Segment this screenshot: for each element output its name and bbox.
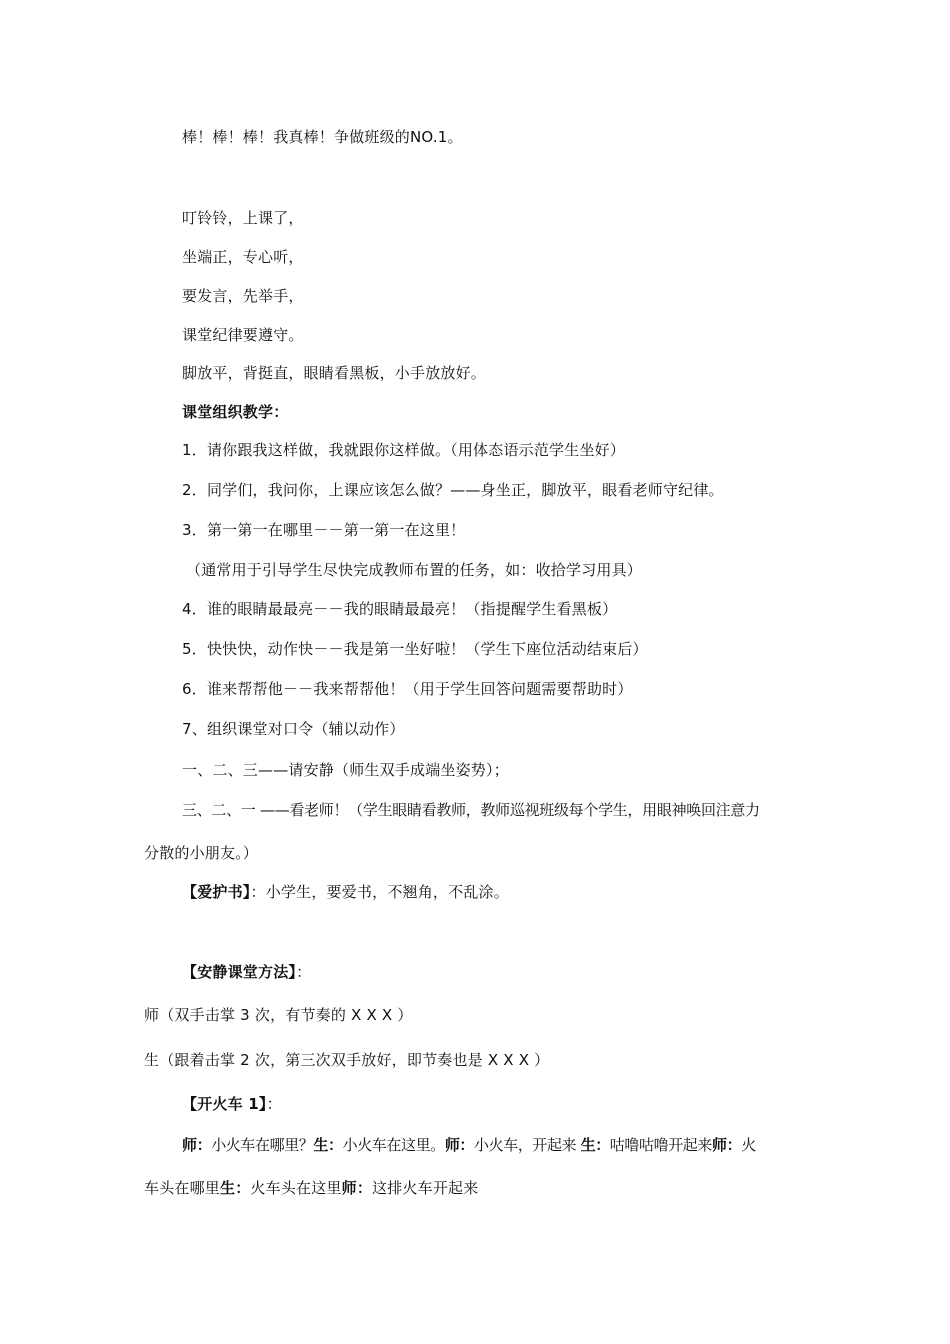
speaker-teacher: 师： — [341, 1179, 373, 1197]
speaker-teacher: 师： — [182, 1136, 212, 1154]
list-item-5: 5．快快快，动作快－－我是第一坐好啦！（学生下座位活动结束后） — [182, 640, 648, 658]
list-item-7: 7、组织课堂对口令（辅以动作） — [182, 720, 405, 738]
list-item-2: 2．同学们，我问你，上课应该怎么做？——身坐正，脚放平，眼看老师守纪律。 — [182, 481, 724, 499]
section-heading-classroom-organization: 课堂组织教学： — [182, 403, 289, 421]
train-label: 【开火车 1】 — [182, 1095, 267, 1113]
train-dialogue-line-1: 师：小火车在哪里？生：小火车在这里。师：小火车，开起来 生：咕噜咕噜开起来师：火 — [182, 1136, 756, 1154]
speaker-teacher: 师： — [712, 1136, 742, 1154]
student-clap-line: 生（跟着击掌 2 次，第三次双手放好，即节奏也是 X X X ） — [144, 1051, 550, 1069]
list-item-3-note: （通常用于引导学生尽快完成教师布置的任务，如：收拾学习用具） — [186, 561, 643, 579]
list-item-1: 1．请你跟我这样做，我就跟你这样做。（用体态语示范学生坐好） — [182, 441, 626, 459]
command-line-1: 一、二、三——请安静（师生双手成端坐姿势）； — [182, 761, 509, 779]
list-item-6: 6．谁来帮帮他－－我来帮帮他！（用于学生回答问题需要帮助时） — [182, 680, 633, 698]
speaker-student: 生： — [313, 1136, 343, 1154]
chant-line-1: 棒！棒！棒！我真棒！争做班级的NO.1。 — [182, 128, 463, 146]
teacher-clap-line: 师（双手击掌 3 次，有节奏的 X X X ） — [144, 1006, 413, 1024]
command-line-2-continued: 分散的小朋友。） — [144, 844, 259, 862]
rhyme-line-3: 要发言，先举手， — [182, 287, 304, 305]
list-item-4: 4．谁的眼睛最最亮－－我的眼睛最最亮！（指提醒学生看黑板） — [182, 600, 618, 618]
section-heading-quiet-classroom: 【安静课堂方法】： — [182, 963, 312, 981]
command-line-2: 三、二、一 ——看老师！（学生眼睛看教师，教师巡视班级每个学生，用眼神唤回注意力 — [182, 801, 760, 819]
speaker-student: 生： — [580, 1136, 610, 1154]
rhyme-line-5: 脚放平，背挺直，眼睛看黑板，小手放放好。 — [182, 364, 487, 382]
care-for-books-label: 【爱护书】 — [182, 883, 251, 901]
train-dialogue-line-2: 车头在哪里生：火车头在这里师：这排火车开起来 — [144, 1179, 479, 1197]
section-heading-train: 【开火车 1】： — [182, 1095, 282, 1113]
quiet-classroom-label: 【安静课堂方法】 — [182, 963, 297, 981]
list-item-3: 3．第一第一在哪里－－第一第一在这里！ — [182, 521, 466, 539]
speaker-teacher: 师： — [444, 1136, 475, 1154]
rhyme-line-2: 坐端正，专心听， — [182, 248, 304, 266]
speaker-student: 生： — [220, 1179, 251, 1197]
rhyme-line-1: 叮铃铃，上课了， — [182, 209, 304, 227]
paragraph-care-for-books — [182, 882, 509, 902]
rhyme-line-4: 课堂纪律要遵守。 — [182, 326, 304, 344]
care-for-books-text: ：小学生，要爱书，不翘角，不乱涂。 — [250, 883, 509, 901]
